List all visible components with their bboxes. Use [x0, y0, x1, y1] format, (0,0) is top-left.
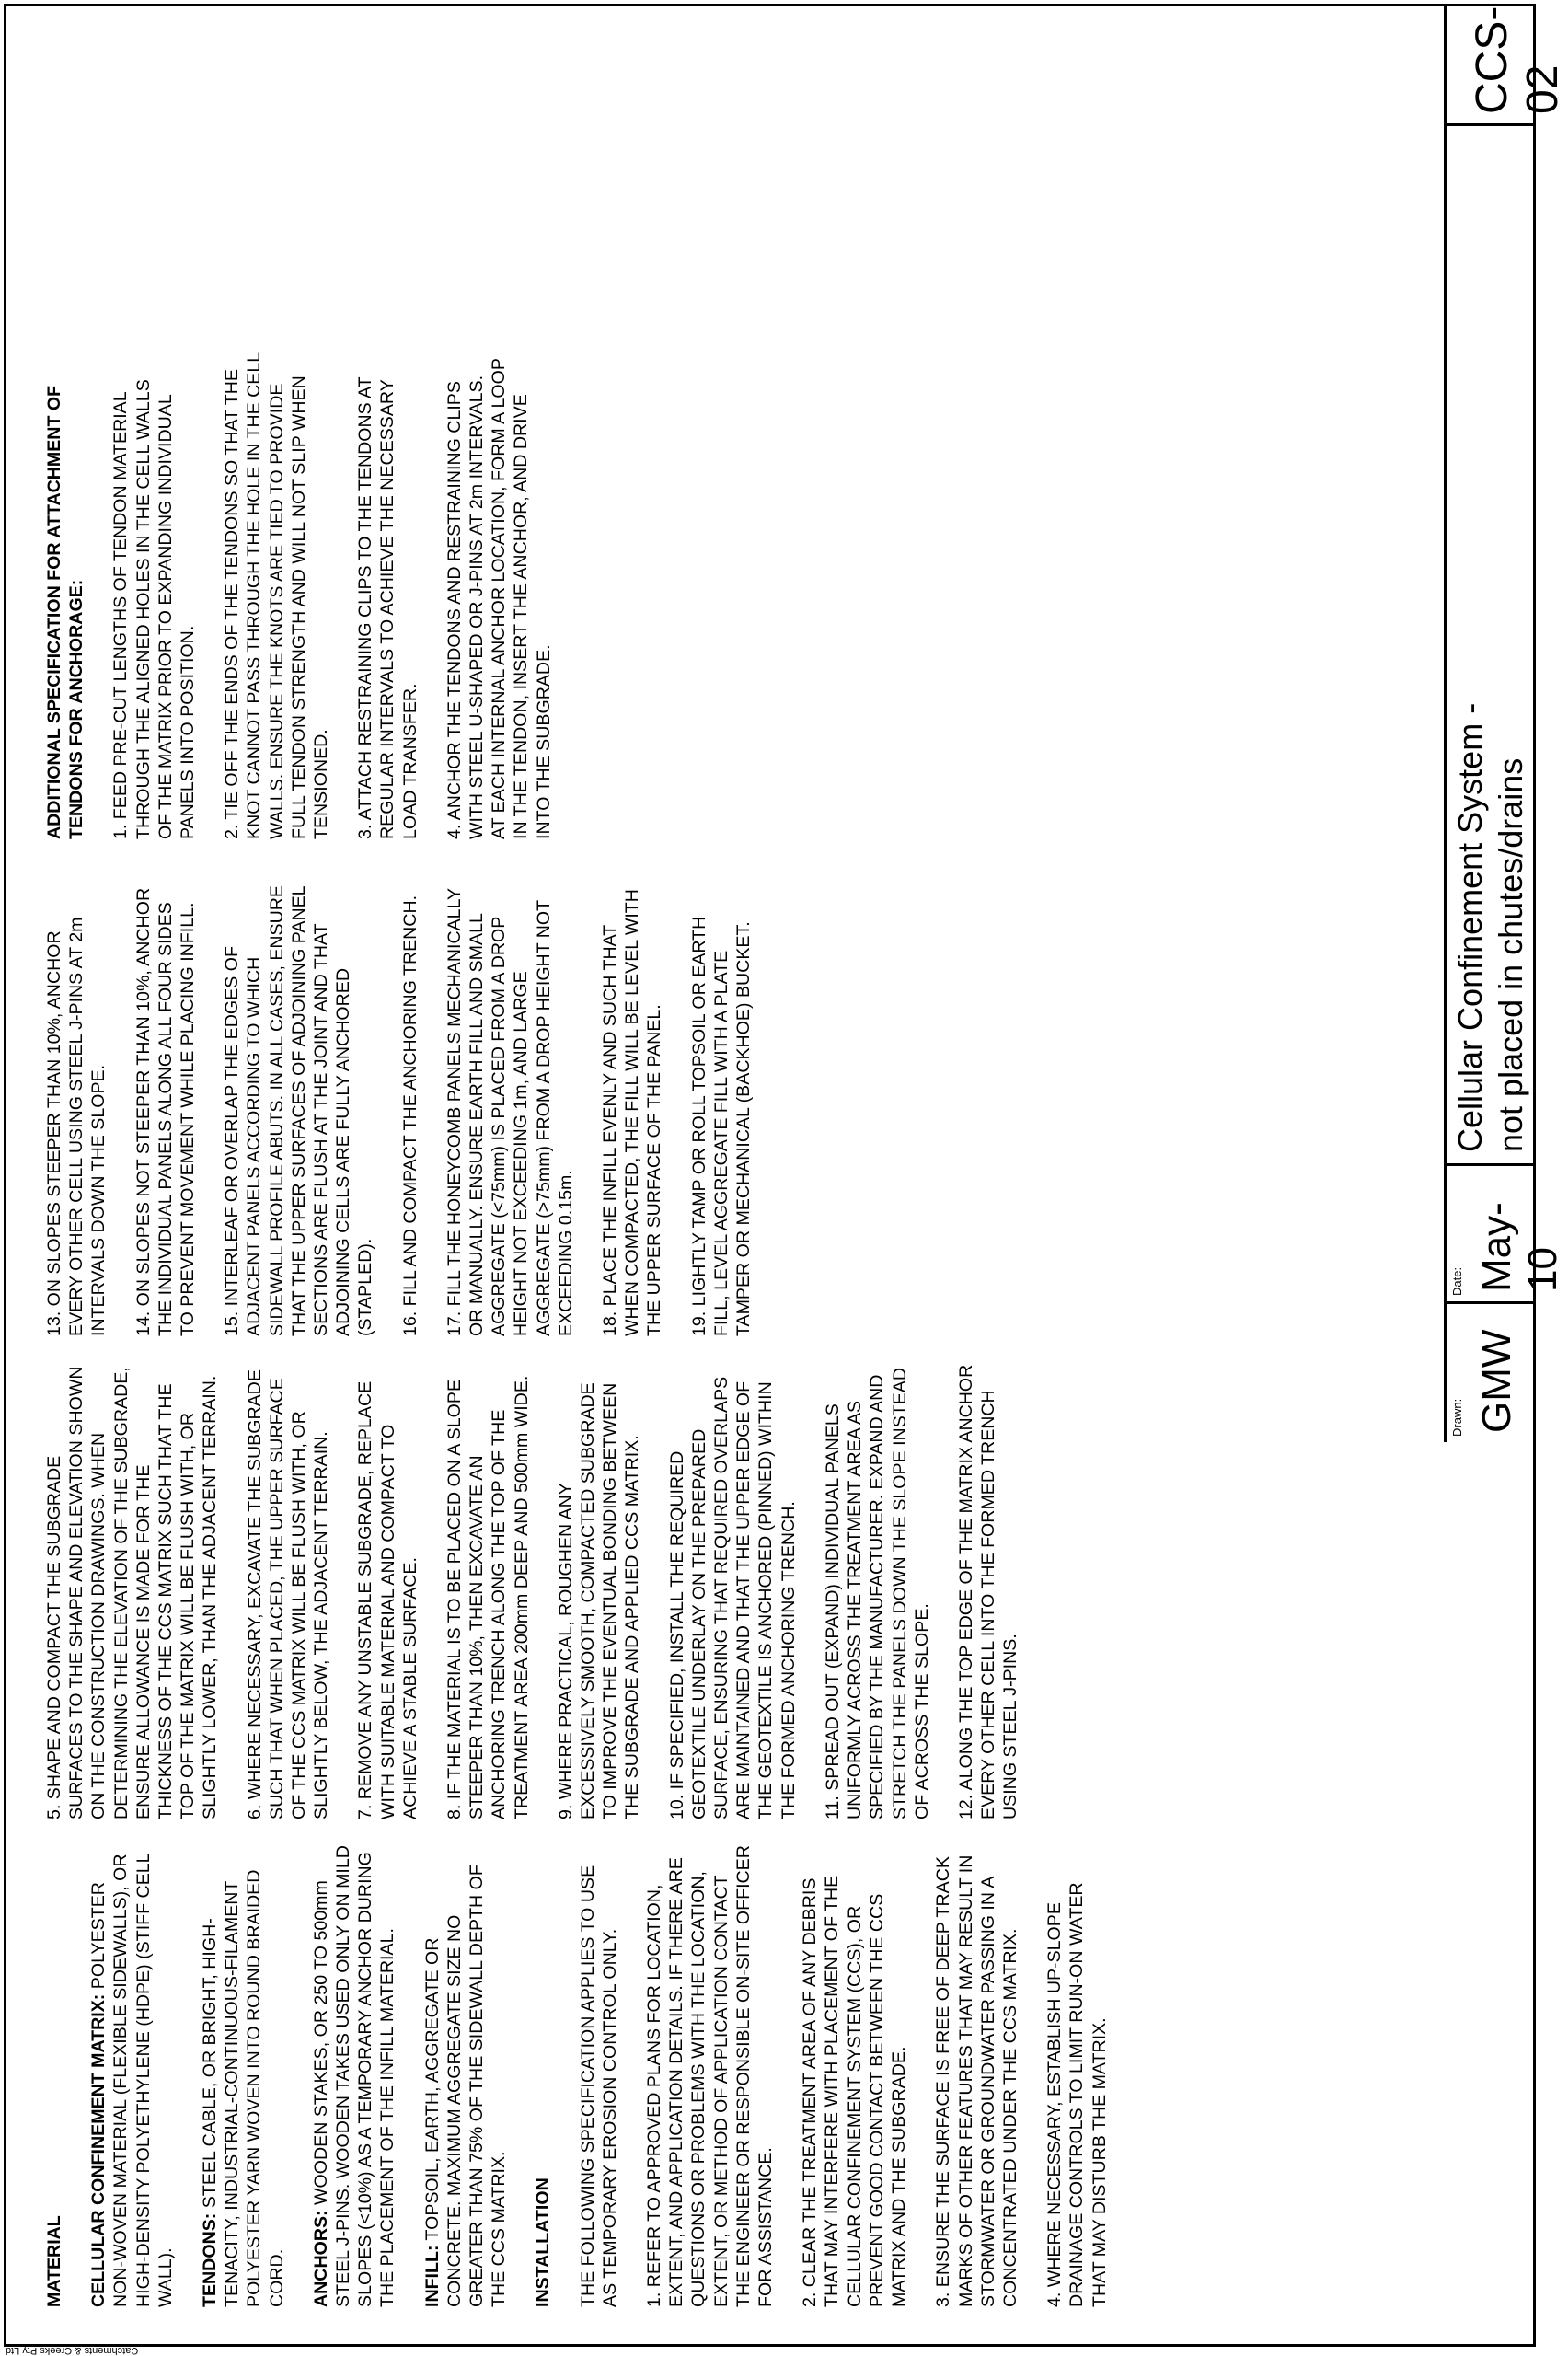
- infill-label: INFILL:: [421, 2245, 443, 2307]
- step-16: 16. FILL AND COMPACT THE ANCHORING TRENCH.: [399, 895, 421, 1336]
- tendon-step-2: 2. TIE OFF THE ENDS OF THE TENDONS SO THAT THE KNOT CANNOT PASS THROUGH THE HOLE IN THE CELL WALLS. ENSURE THE KNOTS ARE TIED TO PROVIDE FULL TENDON STRENGTH AND WILL NOT SLIP WHEN TENSIONED.: [222, 352, 332, 839]
- drawing-title: [1450, 703, 1531, 1152]
- step-9: 9. WHERE PRACTICAL, ROUGHEN ANY EXCESSIVELY SMOOTH, COMPACTED SUBGRADE TO IMPROVE THE EVENTUAL BONDING BETWEEN THE SUBGRADE AND APPLIED CCS MATRIX.: [555, 1382, 643, 1819]
- tendons-text: STEEL CABLE, OR BRIGHT, HIGH-TENACITY, INDUSTRIAL-CONTINUOUS-FILAMENT POLYESTER YARN WOVEN INTO ROUND BRAIDED CORD.: [200, 1869, 287, 2307]
- date-value: May-10: [1474, 1202, 1565, 1292]
- infill-paragraph: [421, 1838, 511, 2307]
- drawn-cell: [1447, 1304, 1536, 1442]
- tendons-paragraph: [199, 1838, 288, 2307]
- material-heading: MATERIAL: [44, 2215, 64, 2307]
- anchors-text: WOODEN STAKES, OR 250 TO 500mm STEEL J-PINS. WOODEN TAKES USED ONLY ON MILD SLOPES (<10%) AS A TEMPORARY ANCHOR DURING THE PLACEMENT OF THE INFILL MATERIAL.: [310, 1845, 398, 2307]
- step-5: 5. SHAPE AND COMPACT THE SUBGRADE SURFACES TO THE SHAPE AND ELEVATION SHOWN ON THE CONSTRUCTION DRAWINGS. WHEN DETERMINING THE ELEVATION OF THE SUBGRADE, ENSURE ALLOWANCE IS MADE FOR THE THICKNESS OF THE CCS MATRIX SUCH THAT THE TOP OF THE MATRIX WILL BE FLUSH WITH, OR SLIGHTLY LOWER, THAN THE ADJACENT TERRAIN.: [44, 1366, 221, 1819]
- drawn-label: Drawn:: [1450, 1398, 1464, 1437]
- column-steps-13-19: [43, 876, 777, 1336]
- tendon-heading: ADDITIONAL SPECIFICATION FOR ATTACHMENT OF TENDONS FOR ANCHORAGE:: [44, 385, 87, 839]
- step-12: 12. ALONG THE TOP EDGE OF THE MATRIX ANCHOR EVERY OTHER CELL INTO THE FORMED TRENCH USING STEEL J-PINS.: [955, 1364, 1021, 1819]
- drawn-value: GMW: [1474, 1329, 1519, 1433]
- step-18: 18. PLACE THE INFILL EVENLY AND SUCH THAT WHEN COMPACTED, THE FILL WILL BE LEVEL WITH THE UPPER SURFACE OF THE PANEL.: [600, 889, 665, 1336]
- column-material-installation: [43, 1838, 1133, 2307]
- step-6: 6. WHERE NECESSARY, EXCAVATE THE SUBGRADE SUCH THAT WHEN PLACED, THE UPPER SURFACE OF THE CCS MATRIX WILL BE FLUSH WITH, OR SLIGHTLY BELOW, THE ADJACENT TERRAIN.: [244, 1369, 332, 1819]
- step-13: 13. ON SLOPES STEEPER THAN 10%, ANCHOR EVERY OTHER CELL USING STEEL J-PINS AT 2m INTERVALS DOWN THE SLOPE.: [44, 917, 110, 1336]
- installation-heading: INSTALLATION: [533, 2177, 554, 2307]
- tendon-step-1: 1. FEED PRE-CUT LENGTHS OF TENDON MATERIAL THROUGH THE ALIGNED HOLES IN THE CELL WALLS OF THE MATRIX PRIOR TO EXPANDING INDIVIDUAL PANELS INTO POSITION.: [110, 379, 199, 839]
- step-10: 10. IF SPECIFIED, INSTALL THE REQUIRED GEOTEXTILE UNDERLAY ON THE PREPARED SURFACE, ENSURING THAT REQUIRED OVERLAPS ARE MAINTAINED AND THAT THE UPPER EDGE OF THE GEOTEXTILE IS ANCHORED (PINNED) WITHIN THE FORMED ANCHORING TRENCH.: [666, 1376, 799, 1819]
- anchors-paragraph: [310, 1838, 399, 2307]
- ccm-paragraph: [87, 1838, 177, 2307]
- infill-text: TOPSOIL, EARTH, AGGREGATE OR CONCRETE. MAXIMUM AGGREGATE SIZE NO GREATER THAN 75% OF THE SIDEWALL DEPTH OF THE CCS MATRIX.: [421, 1865, 510, 2307]
- installation-intro: THE FOLLOWING SPECIFICATION APPLIES TO USE AS TEMPORARY EROSION CONTROL ONLY.: [577, 1865, 620, 2307]
- rotated-content: [6, 6, 1567, 2344]
- title-line-1: Cellular Confinement System -: [1451, 702, 1489, 1152]
- anchors-label: ANCHORS:: [310, 2210, 331, 2307]
- column-steps-5-12: [43, 1359, 1044, 1819]
- tendon-step-3: 3. ATTACH RESTRAINING CLIPS TO THE TENDONS AT REGULAR INTERVALS TO ACHIEVE THE NECESSARY LOAD TRANSFER.: [355, 376, 421, 839]
- title-cell: [1447, 126, 1536, 1166]
- title-block: [1444, 6, 1567, 1442]
- credit-line: [6, 2345, 190, 2356]
- step-7: 7. REMOVE ANY UNSTABLE SUBGRADE, REPLACE WITH SUITABLE MATERIAL AND COMPACT TO ACHIEVE A STABLE SURFACE.: [355, 1380, 421, 1819]
- tendons-label: TENDONS:: [200, 2212, 221, 2307]
- title-line-2: not placed in chutes/drains: [1492, 757, 1529, 1152]
- step-17: 17. FILL THE HONEYCOMB PANELS MECHANICALLY OR MANUALLY. ENSURE EARTH FILL AND SMALL AGGREGATE (<75mm) IS PLACED FROM A DROP HEIGHT NOT EXCEEDING 1m, AND LARGE AGGREGATE (>75mm) FROM A DROP HEIGHT NOT EXCEEDING 0.15m.: [444, 888, 576, 1336]
- step-3: 3. ENSURE THE SURFACE IS FREE OF DEEP TRACK MARKS OF OTHER FEATURES THAT MAY RESULT IN STORMWATER OR GROUNDWATER PASSING IN A CONCENTRATED UNDER THE CCS MATRIX.: [933, 1854, 1020, 2307]
- code-cell: [1447, 6, 1567, 126]
- step-4: 4. WHERE NECESSARY, ESTABLISH UP-SLOPE DRAINAGE CONTROLS TO LIMIT RUN-ON WATER THAT MAY DISTURB THE MATRIX.: [1044, 1882, 1110, 2307]
- date-label: Date:: [1450, 1266, 1464, 1296]
- credit-text: Catchments & Creeks Pty Ltd: [6, 2345, 139, 2356]
- step-15: 15. INTERLEAF OR OVERLAP THE EDGES OF ADJACENT PANELS ACCORDING TO WHICH SIDEWALL PROFILE ABUTS. IN ALL CASES, ENSURE THAT THE UPPER SURFACES OF ADJOINING PANEL SECTIONS ARE FLUSH AT THE JOINT AND THAT ADJOINING CELLS ARE FULLY ANCHORED (STAPLED).: [222, 885, 376, 1336]
- step-8: 8. IF THE MATERIAL IS TO BE PLACED ON A SLOPE STEEPER THAN 10%, THEN EXCAVATE AN ANCHORING TRENCH ALONG THE TOP OF THE TREATMENT AREA 200mm DEEP AND 500mm WIDE.: [444, 1375, 532, 1819]
- tendon-step-4: 4. ANCHOR THE TENDONS AND RESTRAINING CLIPS WITH STEEL U-SHAPED OR J-PINS AT 2m INTERVALS. AT EACH INTERNAL ANCHOR LOCATION, FORM A LOOP IN THE TENDON, INSERT THE ANCHOR, AND DRIVE INTO THE SUBGRADE.: [444, 358, 554, 839]
- step-19: 19. LIGHTLY TAMP OR ROLL TOPSOIL OR EARTH FILL, LEVEL AGGREGATE FILL WITH A PLATE TAMPER OR MECHANICAL (BACKHOE) BUCKET.: [688, 916, 755, 1336]
- step-1: 1. REFER TO APPROVED PLANS FOR LOCATION, EXTENT, AND APPLICATION DETAILS. IF THERE ARE QUESTIONS OR PROBLEMS WITH THE LOCATION, EXTENT, OR METHOD OF APPLICATION CONTACT THE ENGINEER OR RESPONSIBLE ON-SITE OFFICER FOR ASSISTANCE.: [644, 1845, 777, 2307]
- step-14: 14. ON SLOPES NOT STEEPER THAN 10%, ANCHOR THE INDIVIDUAL PANELS ALONG ALL FOUR SIDES TO PREVENT MOVEMENT WHILE PLACING INFILL.: [133, 887, 199, 1336]
- date-cell: [1447, 1166, 1565, 1304]
- ccm-label: CELLULAR CONFINEMENT MATRIX:: [88, 1993, 110, 2307]
- drawing-code: CCS-02: [1468, 6, 1567, 114]
- column-tendon-specification: [43, 352, 577, 839]
- ccm-text: POLYESTER NON-WOVEN MATERIAL (FLEXIBLE SIDEWALLS), OR HIGH-DENSITY POLYETHYLENE (HDPE) (STIFF CELL WALL).: [88, 1854, 176, 2307]
- step-11: 11. SPREAD OUT (EXPAND) INDIVIDUAL PANELS UNIFORMLY ACROSS THE TREATMENT AREA AS SPECIFIED BY THE MANUFACTURER. EXPAND AND STRETCH THE PANELS DOWN THE SLOPE INSTEAD OF ACROSS THE SLOPE.: [822, 1367, 932, 1819]
- step-2: 2. CLEAR THE TREATMENT AREA OF ANY DEBRIS THAT MAY INTERFERE WITH PLACEMENT OF THE CELLULAR CONFINEMENT SYSTEM (CCS), OR PREVENT GOOD CONTACT BETWEEN THE CCS MATRIX AND THE SUBGRADE.: [800, 1875, 910, 2307]
- drawing-sheet: [4, 4, 1567, 2347]
